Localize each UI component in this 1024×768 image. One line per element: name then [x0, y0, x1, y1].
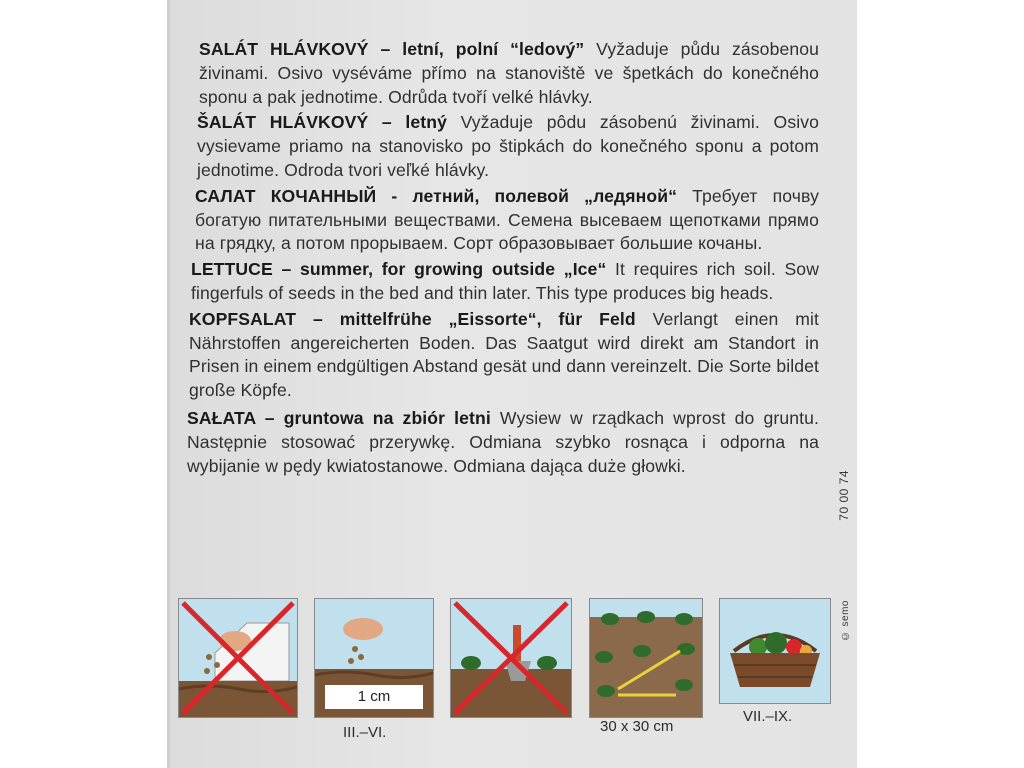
harvest-period: VII.–IX. [743, 708, 793, 725]
no-greenhouse-sowing-icon [178, 598, 298, 718]
harvest-basket-icon [719, 598, 831, 704]
product-code: 70 00 74 [837, 470, 851, 521]
spacing-label: 30 x 30 cm [600, 718, 674, 735]
entry-slovak [179, 111, 819, 182]
entry-body: Требует почву богатую питательными веществами. Семена высеваем щепотками прямо на грядку, а потом прорываем. Сорт образовывает большие кочаны. [195, 185, 820, 254]
entry-heading: САЛАТ КОЧАННЫЙ - летний, полевой „ледяной“ [195, 185, 678, 206]
sowing-period: III.–VI. [343, 724, 387, 741]
entry-german [179, 308, 819, 403]
entry-body: Verlangt einen mit Nährstoffen angereicherten Boden. Das Saatgut wird direkt am Standort in Prisen in einem endgültigen Abstand gesät und dann vereinzelt. Die Sorte bildet große Köpfe. [189, 308, 819, 401]
entry-heading: LETTUCE – summer, for growing outside „Ice“ [191, 259, 607, 280]
entry-polish [179, 407, 819, 478]
direct-sowing-icon [314, 598, 434, 718]
instruction-text [179, 38, 819, 478]
seed-packet-back [167, 0, 857, 768]
copyright-mark: © semo [840, 600, 851, 642]
entry-heading: SAŁATA – gruntowa na zbiór letni [187, 407, 491, 428]
entry-body: Vyžaduje pôdu zásobenú živinami. Osivo vysievame priamo na stanovisko po štipkách do konečného sponu a potom jednotime. Odroda tvori veľké hlávky. [197, 112, 820, 180]
entry-english [179, 258, 819, 306]
entry-russian [179, 185, 819, 256]
packet-edge [167, 0, 170, 768]
no-transplanting-icon [450, 598, 572, 718]
entry-heading: SALÁT HLÁVKOVÝ – letní, polní “ledový” [199, 39, 585, 59]
entry-body: Vyžaduje půdu zásobenou živinami. Osivo vyséváme přímo na stanoviště ve špetkách do konečného sponu a pak jednotime. Odrůda tvoří velké hlávky. [199, 39, 819, 107]
entry-czech [179, 38, 819, 109]
entry-heading: ŠALÁT HLÁVKOVÝ – letný [197, 112, 447, 133]
entry-body: Wysiew w rządkach wprost do gruntu. Następnie stosować przerywkę. Odmiana szybko rosnąca i odporna na wybijanie w pędy kwiatostanowe. Odmiana dająca duże głowki. [187, 407, 819, 476]
entry-body: It requires rich soil. Sow fingerfuls of seeds in the bed and thin later. This type produces big heads. [191, 259, 819, 303]
depth-label: 1 cm [357, 688, 391, 705]
entry-heading: KOPFSALAT – mittelfrühe „Eissorte“, für Feld [189, 308, 636, 329]
plant-spacing-icon [589, 598, 703, 718]
